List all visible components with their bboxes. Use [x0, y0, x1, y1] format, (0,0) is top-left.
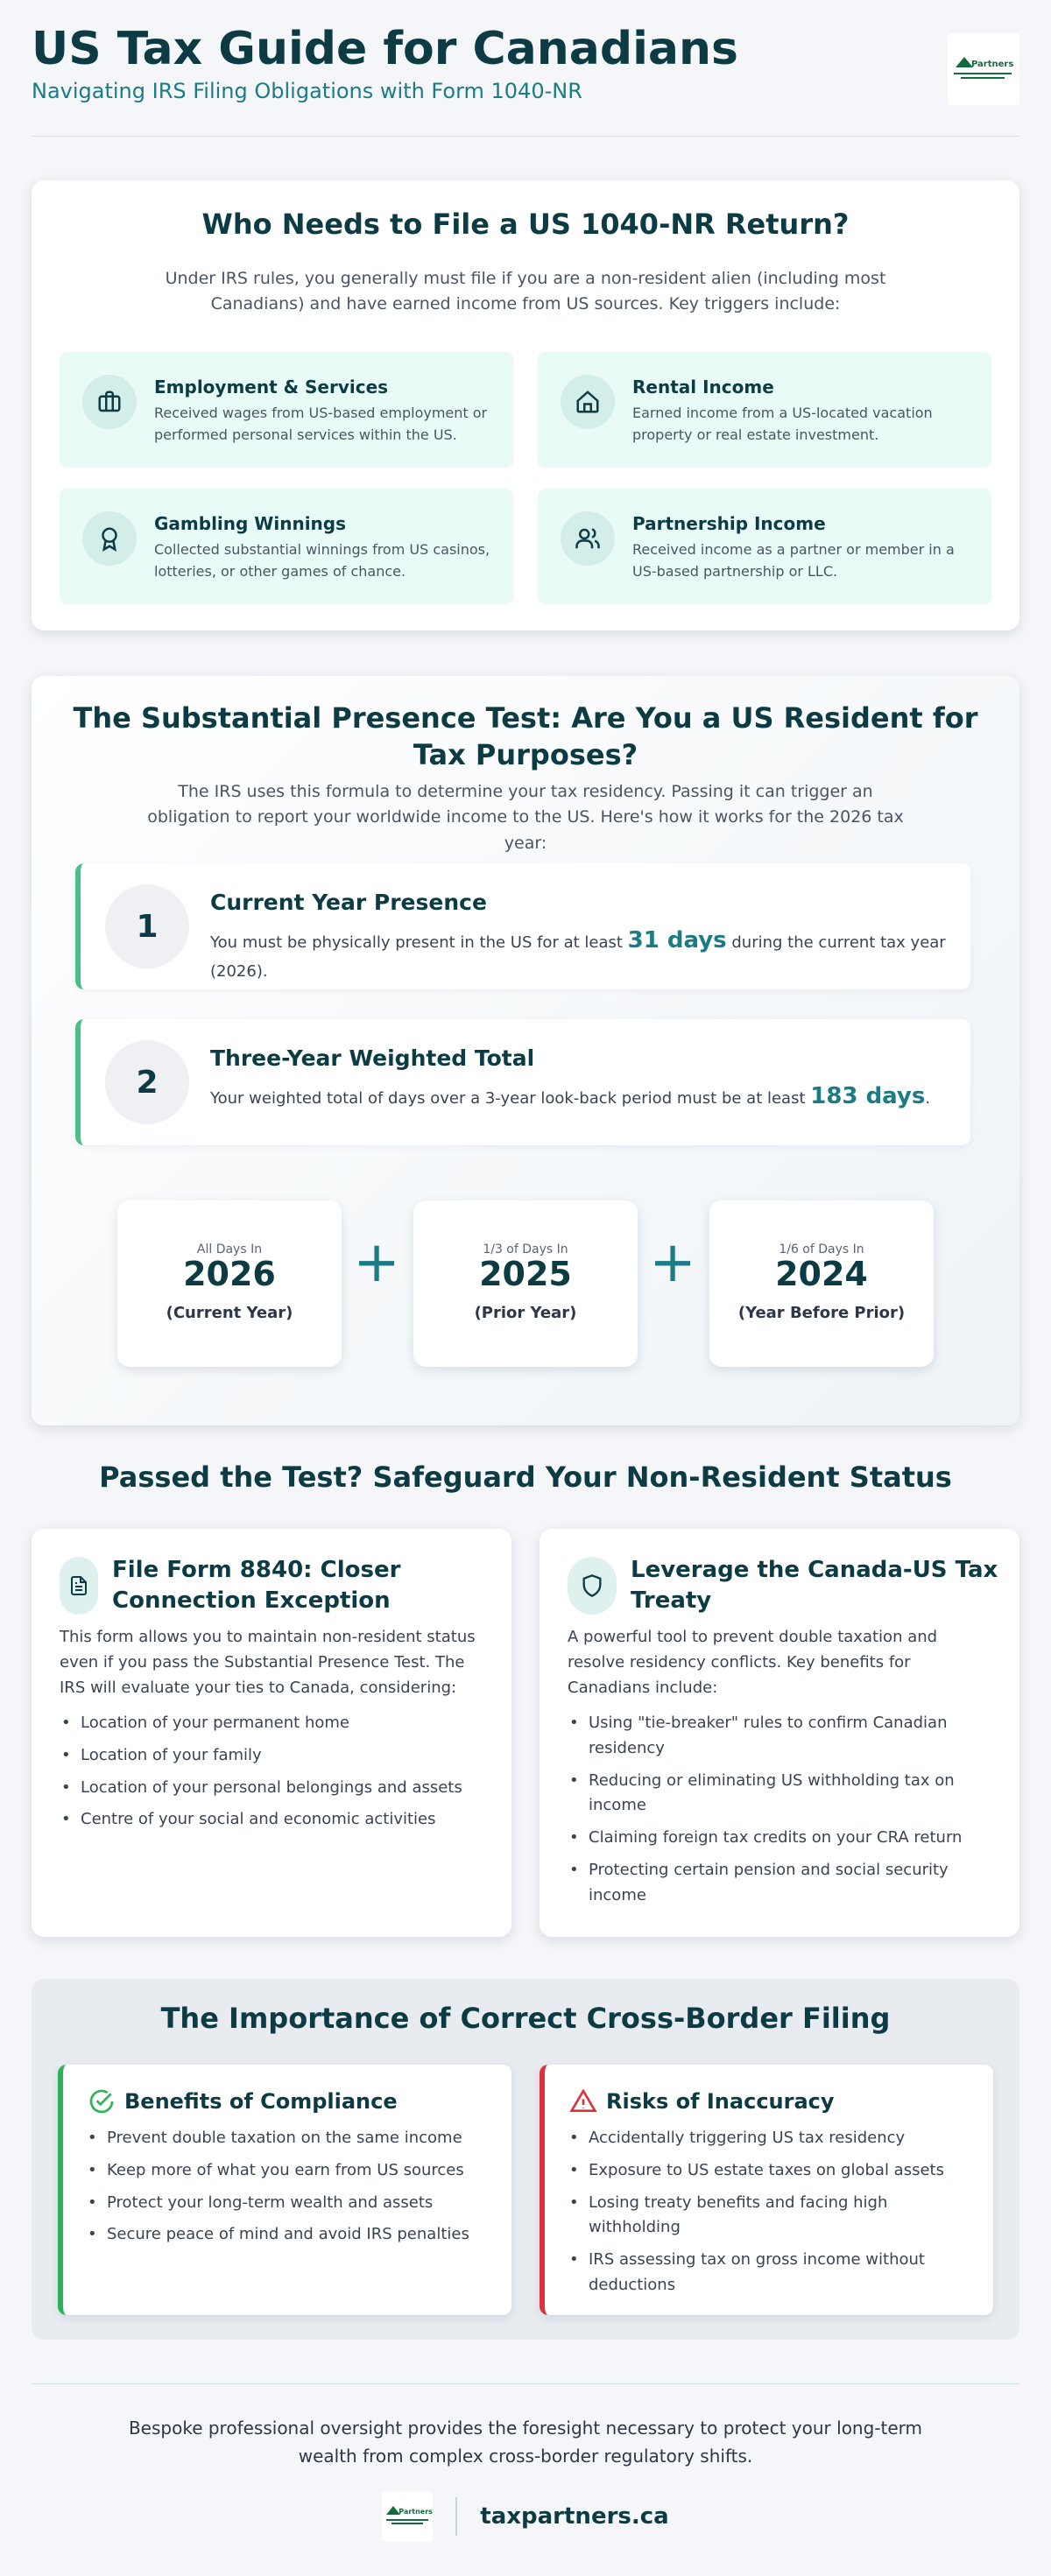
website-link[interactable]: taxpartners.ca — [480, 2503, 669, 2530]
trigger-partnership — [538, 489, 991, 604]
who-needs-to-file-card — [32, 180, 1019, 630]
card-text: This form allows you to maintain non-resident status even if you pass the Substantial Presence Test. The IRS will evaluate your ties to Canada, considering: — [60, 1628, 476, 1697]
who-description: Under IRS rules, you generally must file if you are a non-resident alien (including most Canadians) and have earned income from US sources. Key triggers include: — [165, 269, 886, 314]
trigger-title: Gambling Winnings — [154, 513, 347, 534]
company-logo: Partners — [948, 33, 1019, 105]
plus-sign: + — [353, 1230, 400, 1295]
trigger-employment — [60, 352, 513, 468]
card-title: File Form 8840: Closer Connection Exception — [112, 1557, 401, 1615]
list-item: • Location of your personal belongings and assets — [60, 1776, 489, 1801]
days-highlight: 183 days — [810, 1083, 926, 1109]
trigger-text: Earned income from a US-located vacation property or real estate investment. — [632, 405, 933, 443]
step-weighted-total — [75, 1019, 970, 1145]
trigger-title: Rental Income — [632, 377, 774, 398]
step-number: 1 — [105, 884, 189, 968]
card-title: Leverage the Canada-US Tax Treaty — [631, 1557, 998, 1615]
trigger-rental — [538, 352, 991, 468]
award-icon — [82, 511, 137, 566]
document-icon — [60, 1557, 98, 1615]
step-title: Three-Year Weighted Total — [210, 1045, 535, 1071]
list-item: • Reducing or eliminating US withholding tax on income — [568, 1769, 997, 1819]
footer-text: Bespoke professional oversight provides the foresight necessary to protect your long-term wealth from complex cross-border regulatory shifts. — [128, 2418, 923, 2467]
benefits-title: Benefits of Compliance — [124, 2089, 398, 2114]
step-current-year — [75, 863, 970, 989]
warning-icon — [569, 2087, 597, 2115]
list-item: • Location of your permanent home — [60, 1711, 489, 1736]
risks-title: Risks of Inaccuracy — [606, 2089, 835, 2114]
trigger-text: Collected substantial winnings from US casinos, lotteries, or other games of chance. — [154, 541, 490, 580]
list-item: • Centre of your social and economic activities — [60, 1807, 489, 1833]
presence-description: The IRS uses this formula to determine your tax residency. Passing it can trigger an obligation to report your worldwide income to the US. Here's how it works for the 2026 tax year: — [147, 782, 904, 853]
who-title: Who Needs to File a US 1040-NR Return? — [201, 208, 850, 241]
list-item: • Exposure to US estate taxes on global assets — [568, 2158, 979, 2184]
trigger-title: Partnership Income — [632, 513, 826, 534]
days-highlight: 31 days — [627, 927, 727, 954]
presence-test-card — [32, 676, 1019, 1425]
year-box-2026: All Days In 2026 (Current Year) — [117, 1200, 342, 1367]
briefcase-icon — [82, 375, 137, 429]
list-item: • Keep more of what you earn from US sources — [86, 2158, 497, 2184]
safeguard-title: Passed the Test? Safeguard Your Non-Resident Status — [99, 1460, 952, 1494]
list-item: • Claiming foreign tax credits on your CRA return — [568, 1826, 997, 1851]
list-item: • Location of your family — [60, 1743, 489, 1769]
page-footer — [32, 2383, 1019, 2530]
list-item: • Secure peace of mind and avoid IRS penalties — [86, 2222, 497, 2248]
page-header — [32, 23, 1019, 137]
users-icon — [561, 511, 615, 566]
importance-title: The Importance of Correct Cross-Border Filing — [160, 2002, 891, 2035]
year-box-2024: 1/6 of Days In 2024 (Year Before Prior) — [709, 1200, 934, 1367]
tax-treaty-card — [540, 1529, 1019, 1937]
risks-card — [540, 2065, 993, 2315]
shield-icon — [568, 1557, 617, 1615]
trigger-gambling — [60, 489, 513, 604]
list-item: • Protecting certain pension and social security income — [568, 1858, 997, 1909]
list-item: • IRS assessing tax on gross income without deductions — [568, 2248, 979, 2298]
home-icon — [561, 375, 615, 429]
footer-brand — [32, 2491, 1019, 2542]
list-item: • Accidentally triggering US tax residency — [568, 2126, 979, 2151]
benefits-list — [86, 2126, 497, 2255]
list-item: • Losing treaty benefits and facing high withholding — [568, 2191, 979, 2242]
footer-logo: Partners — [382, 2491, 433, 2542]
ties-list — [60, 1711, 489, 1840]
page-subtitle: Navigating IRS Filing Obligations with Form 1040-NR — [32, 79, 582, 103]
step-text: Your weighted total of days over a 3-year look-back period must be at least 183 days. — [210, 1083, 931, 1109]
form-8840-card — [32, 1529, 511, 1937]
presence-title: The Substantial Presence Test: Are You a US Resident for Tax Purposes? — [73, 701, 978, 771]
trigger-title: Employment & Services — [154, 377, 389, 398]
divider — [455, 2497, 457, 2536]
benefits-list — [568, 1711, 997, 1916]
trigger-text: Received wages from US-based employment or performed personal services within the US. — [154, 405, 488, 443]
list-item: • Prevent double taxation on the same income — [86, 2126, 497, 2151]
risks-list — [568, 2126, 979, 2305]
page-title: US Tax Guide for Canadians — [32, 23, 738, 75]
step-title: Current Year Presence — [210, 890, 487, 915]
check-circle-icon — [88, 2087, 116, 2115]
importance-section — [32, 1979, 1019, 2340]
list-item: • Using "tie-breaker" rules to confirm Canadian residency — [568, 1711, 997, 1762]
list-item: • Protect your long-term wealth and assets — [86, 2191, 497, 2216]
step-text: You must be physically present in the US for at least 31 days during the current tax year (2026). — [210, 927, 946, 981]
step-number: 2 — [105, 1040, 189, 1124]
card-text: A powerful tool to prevent double taxation and resolve residency conflicts. Key benefits for Canadians include: — [568, 1628, 938, 1697]
benefits-card — [58, 2065, 511, 2315]
plus-sign: + — [649, 1230, 696, 1295]
trigger-text: Received income as a partner or member in a US-based partnership or LLC. — [632, 541, 955, 580]
year-box-2025: 1/3 of Days In 2025 (Prior Year) — [413, 1200, 638, 1367]
